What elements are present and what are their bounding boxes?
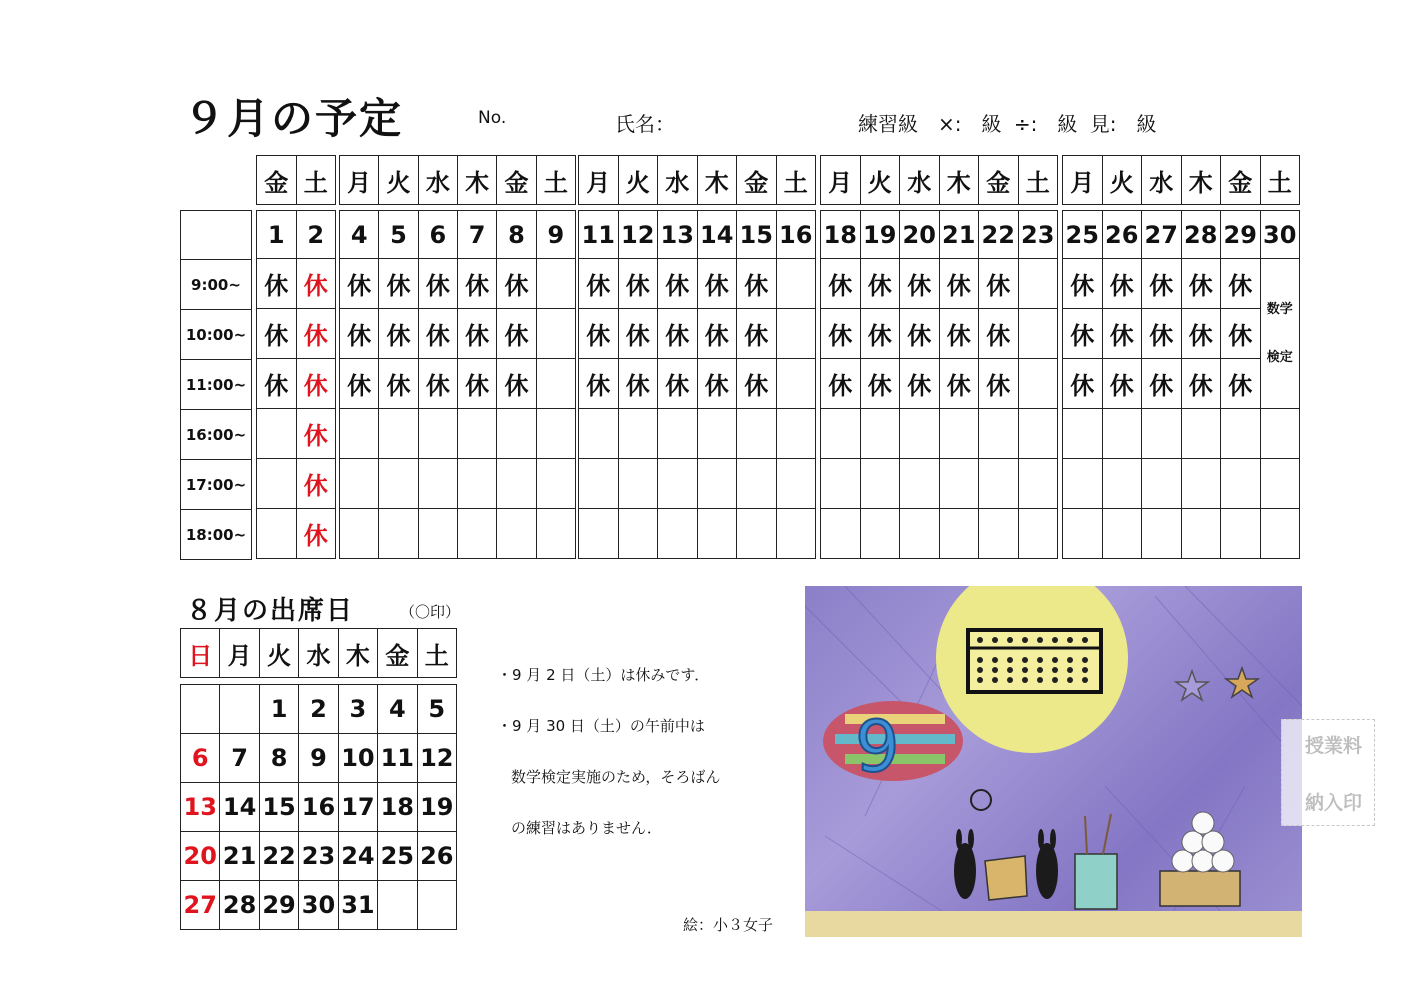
weekday-label: 土 bbox=[536, 156, 575, 205]
august-day-cell: 29 bbox=[259, 881, 298, 930]
weekday-label: 土 bbox=[1018, 156, 1058, 205]
date-cell: 4 bbox=[340, 211, 379, 259]
vase-icon bbox=[1075, 814, 1117, 909]
empty-cell bbox=[457, 509, 496, 559]
weekday-label: 金 bbox=[737, 156, 777, 205]
empty-cell bbox=[579, 509, 619, 559]
weekday-label: 水 bbox=[900, 156, 940, 205]
weekday-label: 月 bbox=[579, 156, 619, 205]
empty-cell bbox=[697, 409, 737, 459]
empty-cell bbox=[618, 509, 658, 559]
empty-cell bbox=[697, 509, 737, 559]
time-slot-label: 16:00~ bbox=[181, 410, 252, 460]
weekday-label: 月 bbox=[340, 156, 379, 205]
august-day-cell: 1 bbox=[259, 685, 298, 734]
practice-level-label: 練習級 ×: 級 ÷: 級 見: 級 bbox=[858, 112, 1157, 136]
rest-mark: 休 bbox=[257, 359, 297, 409]
date-cell: 26 bbox=[1102, 211, 1142, 259]
date-cell: 25 bbox=[1063, 211, 1103, 259]
rest-mark: 休 bbox=[618, 309, 658, 359]
rest-mark: 休 bbox=[737, 309, 777, 359]
weekday-label: 土 bbox=[1260, 156, 1300, 205]
rest-mark: 休 bbox=[618, 259, 658, 309]
empty-cell bbox=[776, 309, 816, 359]
date-cell: 9 bbox=[536, 211, 575, 259]
weekday-label: 火 bbox=[259, 629, 298, 678]
weekday-label: 金 bbox=[257, 156, 297, 205]
date-cell: 18 bbox=[821, 211, 861, 259]
rest-mark: 休 bbox=[1181, 259, 1221, 309]
rest-mark: 休 bbox=[860, 359, 900, 409]
august-day-cell: 15 bbox=[259, 783, 298, 832]
date-cell: 6 bbox=[418, 211, 457, 259]
week1-header bbox=[256, 155, 336, 205]
august-day-cell: 8 bbox=[259, 734, 298, 783]
empty-cell bbox=[821, 459, 861, 509]
august-day-cell: 26 bbox=[417, 832, 456, 881]
rest-mark: 休 bbox=[379, 309, 418, 359]
week2-grid bbox=[339, 210, 576, 559]
weekday-label: 月 bbox=[821, 156, 861, 205]
empty-cell bbox=[497, 459, 536, 509]
empty-cell bbox=[257, 509, 297, 559]
weekday-label: 金 bbox=[497, 156, 536, 205]
rest-mark: 休 bbox=[497, 259, 536, 309]
time-slot-label: 11:00~ bbox=[181, 360, 252, 410]
empty-cell bbox=[257, 409, 297, 459]
august-day-cell bbox=[181, 685, 220, 734]
empty-cell bbox=[340, 459, 379, 509]
date-cell: 19 bbox=[860, 211, 900, 259]
floor-shape bbox=[805, 911, 1302, 937]
number-label: No. bbox=[478, 108, 507, 128]
rest-mark: 休 bbox=[697, 309, 737, 359]
weekday-label: 土 bbox=[776, 156, 816, 205]
august-title: ８月の出席日 bbox=[186, 596, 355, 626]
empty-cell bbox=[379, 509, 418, 559]
rest-mark: 休 bbox=[579, 309, 619, 359]
rest-mark: 休 bbox=[1142, 259, 1182, 309]
notice-text bbox=[497, 650, 720, 854]
speech-bubble-icon bbox=[971, 790, 991, 810]
august-day-cell: 9 bbox=[299, 734, 338, 783]
rest-mark: 休 bbox=[697, 359, 737, 409]
math-exam-note bbox=[1260, 259, 1300, 409]
weekday-label: 火 bbox=[379, 156, 418, 205]
rest-mark: 休 bbox=[379, 259, 418, 309]
rest-mark: 休 bbox=[579, 259, 619, 309]
rest-mark: 休 bbox=[618, 359, 658, 409]
rabbit-icon bbox=[954, 829, 976, 899]
empty-cell bbox=[658, 409, 698, 459]
empty-cell bbox=[536, 309, 575, 359]
rest-mark: 休 bbox=[737, 259, 777, 309]
page-title: ９月の予定 bbox=[183, 94, 404, 143]
empty-cell bbox=[979, 509, 1019, 559]
rest-mark: 休 bbox=[821, 259, 861, 309]
date-cell: 15 bbox=[737, 211, 777, 259]
empty-cell bbox=[1063, 409, 1103, 459]
rest-mark: 休 bbox=[296, 259, 336, 309]
empty-cell bbox=[776, 509, 816, 559]
mortar-icon bbox=[985, 856, 1027, 900]
empty-cell bbox=[658, 509, 698, 559]
empty-cell bbox=[939, 509, 979, 559]
empty-cell bbox=[536, 459, 575, 509]
date-cell: 11 bbox=[579, 211, 619, 259]
weekday-label: 月 bbox=[1063, 156, 1103, 205]
august-day-cell: 2 bbox=[299, 685, 338, 734]
august-day-cell: 11 bbox=[378, 734, 417, 783]
empty-cell bbox=[1018, 359, 1058, 409]
date-cell: 5 bbox=[379, 211, 418, 259]
rest-mark: 休 bbox=[457, 359, 496, 409]
empty-cell bbox=[379, 409, 418, 459]
rest-mark: 休 bbox=[860, 259, 900, 309]
rest-mark: 休 bbox=[900, 259, 940, 309]
empty-cell bbox=[1142, 459, 1182, 509]
rest-mark: 休 bbox=[579, 359, 619, 409]
week3-grid bbox=[578, 210, 816, 559]
empty-cell bbox=[776, 259, 816, 309]
rest-mark: 休 bbox=[418, 259, 457, 309]
empty-cell bbox=[776, 409, 816, 459]
empty-cell bbox=[737, 409, 777, 459]
weekday-label: 火 bbox=[1102, 156, 1142, 205]
date-cell: 14 bbox=[697, 211, 737, 259]
empty-cell bbox=[1018, 409, 1058, 459]
empty-cell bbox=[379, 459, 418, 509]
weekday-label: 木 bbox=[939, 156, 979, 205]
empty-cell bbox=[1260, 459, 1300, 509]
empty-cell bbox=[1142, 409, 1182, 459]
empty-cell bbox=[1063, 509, 1103, 559]
rest-mark: 休 bbox=[379, 359, 418, 409]
rest-mark: 休 bbox=[697, 259, 737, 309]
rest-mark: 休 bbox=[1221, 359, 1261, 409]
weekday-label: 水 bbox=[658, 156, 698, 205]
rest-mark: 休 bbox=[1221, 259, 1261, 309]
august-weekday-header bbox=[180, 628, 457, 678]
date-cell: 12 bbox=[618, 211, 658, 259]
rest-mark: 休 bbox=[979, 309, 1019, 359]
date-cell: 2 bbox=[296, 211, 336, 259]
august-day-cell: 22 bbox=[259, 832, 298, 881]
rest-mark: 休 bbox=[296, 409, 336, 459]
empty-cell bbox=[1181, 409, 1221, 459]
empty-cell bbox=[536, 359, 575, 409]
rest-mark: 休 bbox=[296, 509, 336, 559]
empty-cell bbox=[457, 409, 496, 459]
august-day-cell: 27 bbox=[181, 881, 220, 930]
time-slot-label: 10:00~ bbox=[181, 310, 252, 360]
empty-cell bbox=[1142, 509, 1182, 559]
math-exam-line2: 検定 bbox=[1266, 349, 1293, 365]
empty-cell bbox=[257, 459, 297, 509]
weekday-label: 金 bbox=[1221, 156, 1261, 205]
stamp-label: 納入印 bbox=[1304, 791, 1362, 814]
abacus-icon bbox=[968, 630, 1101, 692]
empty-cell bbox=[1102, 509, 1142, 559]
empty-cell bbox=[979, 409, 1019, 459]
weekday-label: 水 bbox=[418, 156, 457, 205]
stamp-label: 授業料 bbox=[1304, 734, 1362, 757]
august-day-cell: 20 bbox=[181, 832, 220, 881]
empty-cell bbox=[418, 459, 457, 509]
name-label: 氏名： bbox=[615, 112, 675, 136]
math-exam-line1: 数学 bbox=[1266, 301, 1293, 317]
august-day-cell: 30 bbox=[299, 881, 338, 930]
weekday-label: 金 bbox=[378, 629, 417, 678]
notice-line: ・9 月 30 日（土）の午前中は bbox=[497, 717, 705, 735]
rest-mark: 休 bbox=[1181, 309, 1221, 359]
rest-mark: 休 bbox=[296, 459, 336, 509]
week2-header bbox=[339, 155, 576, 205]
time-corner-cell bbox=[181, 211, 252, 260]
week4-grid bbox=[820, 210, 1058, 559]
rest-mark: 休 bbox=[1181, 359, 1221, 409]
rest-mark: 休 bbox=[340, 309, 379, 359]
empty-cell bbox=[1018, 259, 1058, 309]
weekday-label: 土 bbox=[417, 629, 456, 678]
rest-mark: 休 bbox=[939, 259, 979, 309]
date-cell: 21 bbox=[939, 211, 979, 259]
date-cell: 1 bbox=[257, 211, 297, 259]
week1-grid bbox=[256, 210, 336, 559]
artist-credit: 絵：小３女子 bbox=[683, 916, 774, 934]
rest-mark: 休 bbox=[1102, 259, 1142, 309]
empty-cell bbox=[900, 459, 940, 509]
august-day-cell: 18 bbox=[378, 783, 417, 832]
rest-mark: 休 bbox=[1063, 259, 1103, 309]
empty-cell bbox=[536, 409, 575, 459]
august-day-cell: 17 bbox=[338, 783, 377, 832]
rest-mark: 休 bbox=[658, 359, 698, 409]
date-cell: 28 bbox=[1181, 211, 1221, 259]
time-slot-table bbox=[180, 210, 252, 560]
empty-cell bbox=[658, 459, 698, 509]
empty-cell bbox=[579, 459, 619, 509]
august-day-cell: 21 bbox=[220, 832, 259, 881]
rest-mark: 休 bbox=[457, 309, 496, 359]
empty-cell bbox=[900, 509, 940, 559]
august-day-cell: 3 bbox=[338, 685, 377, 734]
date-cell: 27 bbox=[1142, 211, 1182, 259]
august-day-cell: 28 bbox=[220, 881, 259, 930]
week4-header bbox=[820, 155, 1058, 205]
weekday-label: 木 bbox=[1181, 156, 1221, 205]
empty-cell bbox=[1018, 459, 1058, 509]
august-day-cell: 31 bbox=[338, 881, 377, 930]
august-day-cell: 13 bbox=[181, 783, 220, 832]
rest-mark: 休 bbox=[340, 359, 379, 409]
empty-cell bbox=[1018, 509, 1058, 559]
empty-cell bbox=[1181, 509, 1221, 559]
tuition-stamp-box bbox=[1281, 719, 1375, 826]
rest-mark: 休 bbox=[457, 259, 496, 309]
empty-cell bbox=[737, 509, 777, 559]
august-day-cell: 16 bbox=[299, 783, 338, 832]
empty-cell bbox=[821, 509, 861, 559]
empty-cell bbox=[939, 409, 979, 459]
date-cell: 16 bbox=[776, 211, 816, 259]
august-day-cell bbox=[417, 881, 456, 930]
rest-mark: 休 bbox=[257, 309, 297, 359]
empty-cell bbox=[618, 459, 658, 509]
rest-mark: 休 bbox=[1142, 359, 1182, 409]
august-day-cell: 7 bbox=[220, 734, 259, 783]
empty-cell bbox=[1102, 459, 1142, 509]
rest-mark: 休 bbox=[1102, 309, 1142, 359]
date-cell: 29 bbox=[1221, 211, 1261, 259]
empty-cell bbox=[1102, 409, 1142, 459]
empty-cell bbox=[340, 509, 379, 559]
notice-line: ・9 月 2 日（土）は休みです． bbox=[497, 666, 710, 684]
empty-cell bbox=[340, 409, 379, 459]
date-cell: 13 bbox=[658, 211, 698, 259]
rest-mark: 休 bbox=[1063, 309, 1103, 359]
empty-cell bbox=[860, 459, 900, 509]
rest-mark: 休 bbox=[296, 309, 336, 359]
notice-line: の練習はありません． bbox=[511, 819, 662, 837]
rest-mark: 休 bbox=[340, 259, 379, 309]
notice-line: 数学検定実施のため，そろばん bbox=[511, 768, 721, 786]
week5-grid bbox=[1062, 210, 1300, 559]
empty-cell bbox=[776, 359, 816, 409]
week3-header bbox=[578, 155, 816, 205]
rest-mark: 休 bbox=[900, 309, 940, 359]
weekday-label: 火 bbox=[860, 156, 900, 205]
empty-cell bbox=[697, 459, 737, 509]
week5-header bbox=[1062, 155, 1300, 205]
moon-numeral: 9 bbox=[855, 706, 900, 788]
star-icon bbox=[1176, 671, 1208, 700]
august-calendar bbox=[180, 684, 457, 930]
august-day-cell: 14 bbox=[220, 783, 259, 832]
rest-mark: 休 bbox=[1221, 309, 1261, 359]
rest-mark: 休 bbox=[658, 259, 698, 309]
rest-mark: 休 bbox=[296, 359, 336, 409]
star-icon bbox=[1226, 668, 1258, 697]
weekday-label: 金 bbox=[979, 156, 1019, 205]
august-day-cell: 6 bbox=[181, 734, 220, 783]
rest-mark: 休 bbox=[821, 309, 861, 359]
weekday-label: 土 bbox=[296, 156, 336, 205]
august-day-cell: 25 bbox=[378, 832, 417, 881]
rabbit-icon bbox=[1036, 829, 1058, 899]
empty-cell bbox=[536, 509, 575, 559]
empty-cell bbox=[579, 409, 619, 459]
empty-cell bbox=[457, 459, 496, 509]
rest-mark: 休 bbox=[821, 359, 861, 409]
august-hint: （〇印） bbox=[400, 603, 461, 621]
weekday-label: 月 bbox=[220, 629, 259, 678]
rest-mark: 休 bbox=[939, 359, 979, 409]
weekday-label: 火 bbox=[618, 156, 658, 205]
empty-cell bbox=[737, 459, 777, 509]
rest-mark: 休 bbox=[737, 359, 777, 409]
august-day-cell bbox=[378, 881, 417, 930]
cloud-with-numeral bbox=[823, 701, 963, 788]
rest-mark: 休 bbox=[497, 359, 536, 409]
empty-cell bbox=[497, 409, 536, 459]
rest-mark: 休 bbox=[257, 259, 297, 309]
rest-mark: 休 bbox=[900, 359, 940, 409]
drawing-illustration bbox=[805, 586, 1302, 937]
august-day-cell: 10 bbox=[338, 734, 377, 783]
empty-cell bbox=[418, 509, 457, 559]
rest-mark: 休 bbox=[939, 309, 979, 359]
rest-mark: 休 bbox=[418, 359, 457, 409]
dango-tower-icon bbox=[1160, 812, 1240, 906]
august-day-cell bbox=[220, 685, 259, 734]
empty-cell bbox=[776, 459, 816, 509]
empty-cell bbox=[1221, 409, 1261, 459]
august-day-cell: 4 bbox=[378, 685, 417, 734]
rest-mark: 休 bbox=[979, 359, 1019, 409]
empty-cell bbox=[536, 259, 575, 309]
empty-cell bbox=[1018, 309, 1058, 359]
rest-mark: 休 bbox=[1142, 309, 1182, 359]
weekday-label: 水 bbox=[1142, 156, 1182, 205]
weekday-label: 木 bbox=[338, 629, 377, 678]
rest-mark: 休 bbox=[979, 259, 1019, 309]
empty-cell bbox=[900, 409, 940, 459]
empty-cell bbox=[860, 509, 900, 559]
rest-mark: 休 bbox=[860, 309, 900, 359]
empty-cell bbox=[1221, 509, 1261, 559]
august-day-cell: 23 bbox=[299, 832, 338, 881]
date-cell: 22 bbox=[979, 211, 1019, 259]
empty-cell bbox=[497, 509, 536, 559]
weekday-label: 日 bbox=[181, 629, 220, 678]
empty-cell bbox=[1063, 459, 1103, 509]
moon-viewing-drawing bbox=[805, 586, 1302, 937]
empty-cell bbox=[1260, 409, 1300, 459]
empty-cell bbox=[1181, 459, 1221, 509]
august-day-cell: 5 bbox=[417, 685, 456, 734]
rest-mark: 休 bbox=[658, 309, 698, 359]
time-slot-label: 9:00~ bbox=[181, 260, 252, 310]
date-cell: 8 bbox=[497, 211, 536, 259]
rest-mark: 休 bbox=[418, 309, 457, 359]
empty-cell bbox=[979, 459, 1019, 509]
empty-cell bbox=[1260, 509, 1300, 559]
weekday-label: 水 bbox=[299, 629, 338, 678]
weekday-label: 木 bbox=[697, 156, 737, 205]
empty-cell bbox=[1221, 459, 1261, 509]
weekday-label: 木 bbox=[457, 156, 496, 205]
empty-cell bbox=[618, 409, 658, 459]
empty-cell bbox=[939, 459, 979, 509]
rest-mark: 休 bbox=[497, 309, 536, 359]
august-day-cell: 24 bbox=[338, 832, 377, 881]
rest-mark: 休 bbox=[1063, 359, 1103, 409]
empty-cell bbox=[860, 409, 900, 459]
time-slot-label: 17:00~ bbox=[181, 460, 252, 510]
empty-cell bbox=[418, 409, 457, 459]
time-slot-label: 18:00~ bbox=[181, 510, 252, 560]
august-day-cell: 19 bbox=[417, 783, 456, 832]
date-cell: 20 bbox=[900, 211, 940, 259]
empty-cell bbox=[821, 409, 861, 459]
date-cell: 23 bbox=[1018, 211, 1058, 259]
august-day-cell: 12 bbox=[417, 734, 456, 783]
rest-mark: 休 bbox=[1102, 359, 1142, 409]
date-cell: 7 bbox=[457, 211, 496, 259]
date-cell: 30 bbox=[1260, 211, 1300, 259]
